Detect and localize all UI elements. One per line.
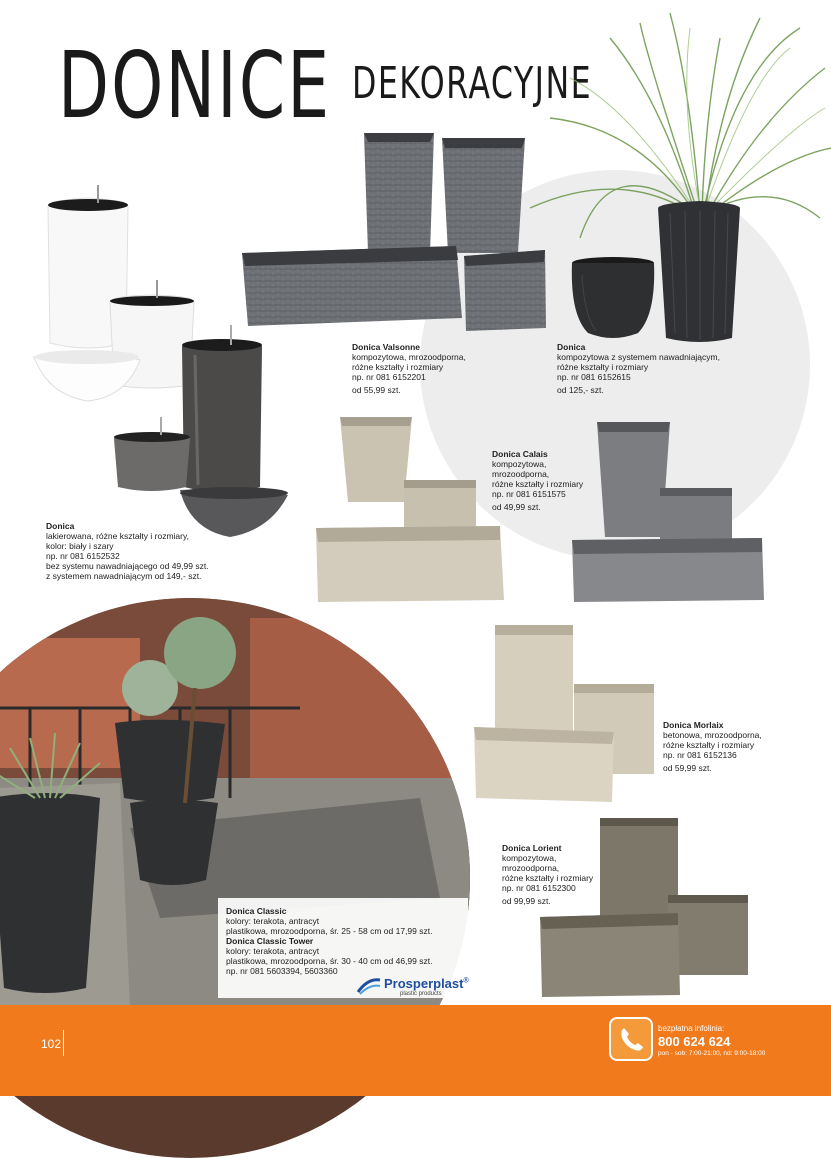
- page-subtitle: DEKORACYJNE: [352, 58, 593, 109]
- page-number: 102: [41, 1037, 62, 1051]
- product-name: Donica: [557, 342, 586, 352]
- product-price: od 55,99 szt.: [352, 385, 401, 395]
- product-name: Donica Morlaix: [663, 720, 724, 730]
- product-detail: różne kształty i rozmiary: [492, 479, 584, 489]
- helpline-hours: pon - sob: 7:00-21:00, nd: 9:00-18:00: [658, 1050, 766, 1057]
- product-detail: kompozytowa,: [492, 459, 547, 469]
- product-number: np. nr 081 5603394, 5603360: [226, 966, 338, 976]
- brand-name: Prosperplast®: [384, 976, 469, 991]
- product-number: np. nr 081 6151575: [492, 489, 566, 499]
- product-detail: kolory: terakota, antracyt: [226, 946, 320, 956]
- product-number: np. nr 081 6152532: [46, 551, 120, 561]
- donica-lacquered-description: [46, 521, 246, 581]
- product-price: bez systemu nawadniającego od 49,99 szt.: [46, 561, 209, 571]
- phone-icon: [609, 1017, 653, 1061]
- calais-description: [492, 449, 612, 512]
- product-detail: betonowa, mrozoodporna,: [663, 730, 762, 740]
- product-detail: lakierowana, różne kształty i rozmiary,: [46, 531, 189, 541]
- plant-image: [520, 8, 831, 348]
- brand-tagline: plastic products: [400, 991, 442, 997]
- product-name: Donica Lorient: [502, 843, 562, 853]
- classic-description: [226, 906, 466, 976]
- product-name: Donica: [46, 521, 75, 531]
- product-price: od 99,99 szt.: [502, 896, 551, 906]
- product-price: od 49,99 szt.: [492, 502, 541, 512]
- helpline-label: bezpłatna infolinia:: [658, 1024, 725, 1033]
- product-detail: kompozytowa,: [502, 853, 557, 863]
- product-detail: kompozytowa z systemem nawadniającym,: [557, 352, 720, 362]
- product-detail: różne kształty i rozmiary: [502, 873, 594, 883]
- donica-irrigation-description: [557, 342, 747, 395]
- product-detail: mrozoodporna,: [492, 469, 550, 479]
- product-name: Donica Calais: [492, 449, 548, 459]
- product-name: Donica Valsonne: [352, 342, 421, 352]
- morlaix-description: [663, 720, 793, 773]
- product-detail: plastikowa, mrozoodporna, śr. 25 - 58 cm od 17,99 szt.: [226, 926, 433, 936]
- product-detail: kolory: terakota, antracyt: [226, 916, 320, 926]
- page-title: DONICE: [58, 32, 332, 139]
- product-price: z systemem nawadniającym od 149,- szt.: [46, 571, 202, 581]
- product-number: np. nr 081 6152615: [557, 372, 631, 382]
- product-detail: plastikowa, mrozoodporna, śr. 30 - 40 cm od 46,99 szt.: [226, 956, 433, 966]
- morlaix-planters-image: [470, 622, 660, 802]
- lorient-description: [502, 843, 612, 906]
- valsonne-description: [352, 342, 522, 395]
- product-number: np. nr 081 6152300: [502, 883, 576, 893]
- product-detail: kolor: biały i szary: [46, 541, 114, 551]
- product-name: Donica Classic: [226, 906, 287, 916]
- product-detail: różne kształty i rozmiary: [352, 362, 444, 372]
- lacquered-planters-image: [30, 185, 300, 545]
- product-detail: kompozytowa, mrozoodporna,: [352, 352, 466, 362]
- product-detail: różne kształty i rozmiary: [557, 362, 649, 372]
- round-planter-image: [570, 255, 656, 341]
- product-detail: różne kształty i rozmiary: [663, 740, 755, 750]
- product-number: np. nr 081 6152136: [663, 750, 737, 760]
- helpline-number[interactable]: 800 624 624: [658, 1034, 731, 1049]
- product-number: np. nr 081 6152201: [352, 372, 426, 382]
- product-price: od 59,99 szt.: [663, 763, 712, 773]
- page-divider: [63, 1030, 64, 1056]
- prosperplast-logo-icon: [356, 976, 382, 996]
- product-detail: mrozoodporna,: [502, 863, 560, 873]
- product-price: od 125,- szt.: [557, 385, 604, 395]
- product-name: Donica Classic Tower: [226, 936, 314, 946]
